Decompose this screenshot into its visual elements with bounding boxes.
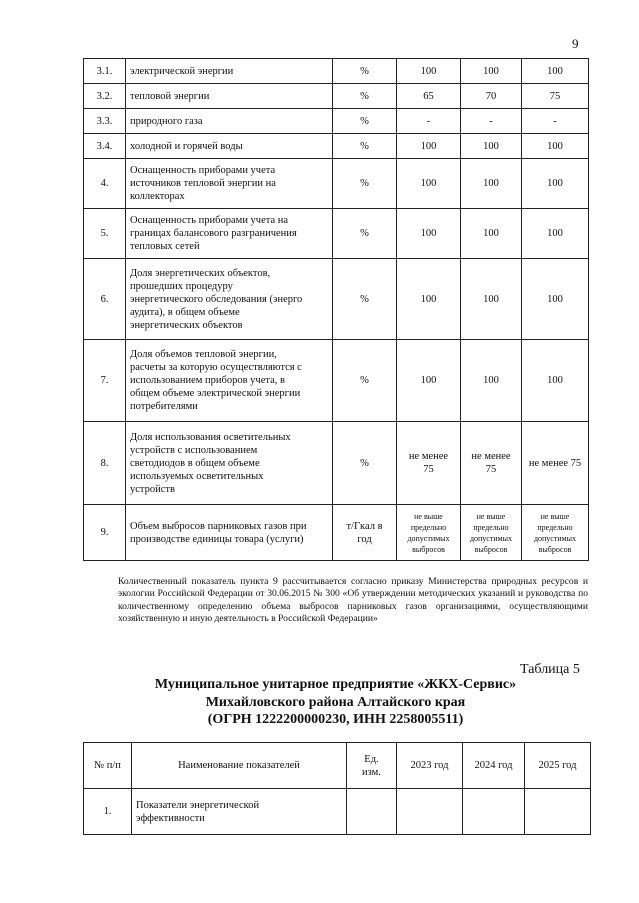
table-row (84, 422, 589, 505)
cell-line: % (360, 115, 369, 127)
unit-cell (333, 109, 397, 134)
indicator-name-line: Оснащенность приборами учета (130, 165, 276, 176)
value-cell-2023 (397, 340, 461, 422)
value-cell-2023 (397, 159, 461, 209)
value-cell-2023 (397, 422, 461, 505)
indicator-name-line: прошедших процедуру (130, 280, 233, 292)
row-number: 3.1. (84, 59, 126, 84)
value-cell-2023 (397, 259, 461, 340)
table-row (84, 59, 589, 84)
header-row (84, 743, 591, 789)
indicator-name-line: энергетического обследования (энерго (130, 293, 303, 305)
unit-cell (333, 340, 397, 422)
value-cell-2023 (397, 209, 461, 259)
indicator-name-line: Доля энергетических объектов, (130, 267, 271, 279)
indicator-name-line: Объем выбросов парниковых газов при (130, 520, 307, 532)
cell-line: не менее (408, 451, 449, 462)
value-cell-2024 (461, 259, 522, 340)
cell-line: 100 (483, 65, 499, 77)
cell-line: год (357, 533, 372, 545)
value-cell-2023 (397, 505, 461, 561)
cell-line: 100 (483, 228, 499, 239)
value-cell-2024 (461, 84, 522, 109)
value-cell-2025 (522, 259, 589, 340)
cell-line: 65 (423, 90, 434, 102)
cell-line: не выше (414, 511, 443, 521)
value-cell-2023 (397, 84, 461, 109)
cell-line: - (426, 115, 431, 127)
value-cell-2023 (397, 59, 461, 84)
title-line: Муниципальное унитарное предприятие «ЖКХ-Сервис» (154, 677, 517, 692)
indicator-name (126, 340, 333, 422)
cell-line: 100 (420, 178, 437, 189)
indicator-name-line: устройств (130, 483, 175, 495)
indicator-name-line: эффективности (136, 812, 205, 824)
indicator-name-line: светодиодов в общем объеме (130, 457, 260, 469)
table-row (84, 505, 589, 561)
cell-line: предельно (473, 522, 509, 532)
cell-line: допустимых (469, 533, 513, 543)
unit-cell (333, 505, 397, 561)
header-2025: 2025 год (525, 743, 591, 789)
cell-line: не выше (540, 511, 570, 521)
table-row (84, 340, 589, 422)
row-number: 1. (84, 789, 132, 835)
row-number: 5. (84, 209, 126, 259)
indicator-name-line: границах балансового разграничения (130, 228, 297, 239)
table-row (84, 259, 589, 340)
indicator-name (126, 109, 333, 134)
unit-cell (347, 789, 397, 835)
cell-line: 75 (485, 464, 497, 475)
value-cell-2024 (461, 340, 522, 422)
cell-line: 100 (483, 178, 499, 189)
header-2024: 2024 год (463, 743, 525, 789)
value-cell-2024 (461, 109, 522, 134)
cell-line: допустимых (533, 533, 577, 543)
cell-line: не выше (476, 511, 506, 521)
value-cell-2025 (522, 340, 589, 422)
indicator-name-line: аудита), в общем объеме (130, 306, 240, 318)
header-name: Наименование показателей (132, 743, 347, 789)
indicator-name (126, 134, 333, 159)
indicator-name (126, 422, 333, 505)
cell-line: 70 (485, 90, 497, 102)
indicator-name (126, 259, 333, 340)
unit-cell (333, 422, 397, 505)
value-cell-2025 (522, 109, 589, 134)
cell-line: 100 (420, 375, 437, 386)
table-row (84, 209, 589, 259)
table-row (84, 159, 589, 209)
value-cell-2025 (522, 84, 589, 109)
unit-cell (333, 134, 397, 159)
indicator-name-line: электрической энергии (130, 65, 234, 77)
indicator-name-line: холодной и горячей воды (130, 140, 243, 152)
value-cell-2023 (397, 134, 461, 159)
indicator-name-line: Доля использования осветительных (130, 431, 291, 443)
indicators-table-continued (83, 58, 589, 561)
footnote-paragraph: Количественный показатель пункта 9 рассчитывается согласно приказу Министерства природных ресурсов и экологии Российской Федерации от 30.06.2015 № 300 «Об утверждении методических указаний и руководства по количественному определению объема выбросов парниковых газов организациями, осуществляющими хозяйственную и иную деятельность в Российской Федерации» (118, 576, 588, 625)
indicator-name-line: использованием приборов учета, в (130, 375, 285, 386)
cell-line: % (360, 293, 369, 305)
indicator-name (126, 59, 333, 84)
cell-line: % (360, 228, 369, 239)
enterprise-table-body (84, 789, 591, 835)
row-number: 6. (84, 259, 126, 340)
unit-cell (333, 59, 397, 84)
title-line: (ОГРН 1222200000230, ИНН 2258005511) (207, 712, 464, 727)
indicator-name-line: производстве единицы товара (услуги) (130, 533, 304, 545)
value-cell-2024 (461, 59, 522, 84)
indicator-name (132, 789, 347, 835)
cell-line: 100 (547, 65, 563, 77)
unit-cell (333, 159, 397, 209)
cell-line: - (489, 115, 493, 127)
value-cell-2024 (461, 159, 522, 209)
cell-line: предельно (537, 522, 573, 532)
cell-line: выбросов (474, 544, 508, 554)
cell-line: % (360, 140, 369, 152)
indicator-name (126, 84, 333, 109)
cell-line: 100 (547, 293, 563, 305)
indicator-name-line: источников тепловой энергии на (130, 178, 276, 189)
row-number: 3.4. (84, 134, 126, 159)
indicator-name-line: тепловых сетей (130, 241, 200, 252)
cell-line: не менее 75 (528, 457, 582, 469)
header-unit-line: Ед. (364, 753, 379, 765)
row-number: 8. (84, 422, 126, 505)
cell-line: 100 (483, 293, 499, 305)
indicator-name-line: энергетических объектов (130, 319, 243, 331)
value-cell-2024 (461, 505, 522, 561)
cell-line: % (360, 178, 369, 189)
cell-line: допустимых (407, 533, 450, 543)
row-number: 7. (84, 340, 126, 422)
cell-line: 100 (547, 375, 563, 386)
table-label: Таблица 5 (520, 662, 580, 677)
page-number: 9 (572, 36, 579, 51)
indicator-name-line: расчеты за которую осуществляются с (130, 362, 302, 373)
cell-line: 75 (549, 90, 561, 102)
cell-line: - (553, 115, 557, 127)
row-number: 9. (84, 505, 126, 561)
header-num: № п/п (84, 743, 132, 789)
cell-line: выбросов (412, 544, 445, 554)
table-row (84, 134, 589, 159)
indicator-name-line: Оснащенность приборами учета на (130, 215, 289, 226)
cell-line: % (360, 375, 369, 386)
table-row (84, 789, 591, 835)
enterprise-indicators-table (83, 742, 591, 835)
value-cell-2024 (461, 134, 522, 159)
indicator-name-line: тепловой энергии (130, 90, 210, 102)
value-cell-2025 (522, 159, 589, 209)
row-number: 3.3. (84, 109, 126, 134)
cell-line: 100 (483, 140, 499, 152)
title-line: Михайловского района Алтайского края (205, 694, 466, 710)
indicator-name-line: потребителями (130, 401, 198, 412)
header-2023: 2023 год (397, 743, 463, 789)
header-unit (347, 743, 397, 789)
table-title (83, 676, 588, 729)
indicators-table-body (84, 59, 589, 561)
cell-line: 100 (547, 178, 563, 189)
cell-line: 100 (420, 228, 437, 239)
value-cell-2025 (522, 134, 589, 159)
header-unit-line: изм. (362, 766, 381, 778)
value-cell-2023 (397, 789, 463, 835)
value-cell-2025 (522, 59, 589, 84)
cell-line: % (360, 65, 369, 77)
row-number: 4. (84, 159, 126, 209)
cell-line: 100 (420, 293, 437, 305)
table-row (84, 109, 589, 134)
value-cell-2025 (522, 209, 589, 259)
cell-line: 100 (483, 375, 499, 386)
indicator-name-line: природного газа (130, 115, 203, 127)
indicator-name-line: Показатели энергетической (136, 799, 260, 811)
indicator-name (126, 159, 333, 209)
cell-line: выбросов (538, 544, 572, 554)
value-cell-2024 (463, 789, 525, 835)
indicator-name-line: устройств с использованием (130, 444, 258, 456)
value-cell-2024 (461, 422, 522, 505)
row-number: 3.2. (84, 84, 126, 109)
value-cell-2025 (522, 422, 589, 505)
unit-cell (333, 84, 397, 109)
value-cell-2024 (461, 209, 522, 259)
indicator-name (126, 505, 333, 561)
cell-line: 100 (420, 140, 437, 152)
cell-line: % (360, 457, 369, 469)
value-cell-2025 (522, 505, 589, 561)
unit-cell (333, 259, 397, 340)
unit-cell (333, 209, 397, 259)
cell-line: 100 (547, 140, 563, 152)
indicator-name (126, 209, 333, 259)
cell-line: 100 (547, 228, 563, 239)
cell-line: 75 (423, 464, 434, 475)
cell-line: % (360, 90, 369, 102)
value-cell-2025 (525, 789, 591, 835)
cell-line: 100 (420, 65, 437, 77)
indicator-name-line: Доля объемов тепловой энергии, (130, 349, 277, 360)
value-cell-2023 (397, 109, 461, 134)
indicator-name-line: используемых осветительных (130, 470, 264, 482)
table-row (84, 84, 589, 109)
cell-line: предельно (410, 522, 447, 532)
indicator-name-line: коллекторах (130, 191, 185, 202)
indicator-name-line: общем объеме электрической энергии (130, 388, 301, 399)
cell-line: т/Гкал в (346, 520, 383, 532)
cell-line: не менее (471, 451, 511, 462)
